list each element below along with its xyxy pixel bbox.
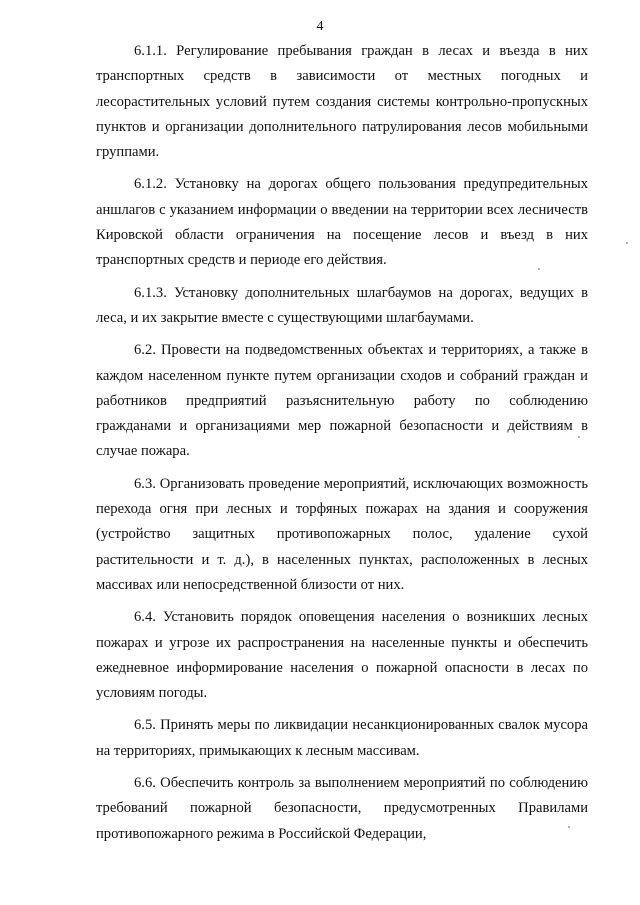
scan-speck	[568, 826, 570, 828]
paragraph-6-5: 6.5. Принять меры по ликвидации несанкционированных свалок мусора на территориях, примыкающих к лесным массивам.	[96, 717, 588, 759]
paragraph-6-1-2: 6.1.2. Установку на дорогах общего пользования предупредительных аншлагов с указанием информации о введении на территории всех лесничеств Кировской области ограничения на посещение лесов и въезд в них транспортных средств и периоде его действия.	[96, 176, 588, 269]
scan-speck	[626, 242, 628, 244]
document-body	[96, 39, 588, 854]
paragraph-6-6: 6.6. Обеспечить контроль за выполнением мероприятий по соблюдению требований пожарной безопасности, предусмотренных Правилами противопожарного режима в Российской Федерации,	[96, 775, 588, 842]
paragraph-6-1-1: 6.1.1. Регулирование пребывания граждан в лесах и въезда в них транспортных средств в зависимости от местных погодных и лесорастительных условий путем создания системы контрольно-пропускных пунктов и организации дополнительного патрулирования лесов мобильными группами.	[96, 43, 588, 161]
scan-speck	[538, 268, 540, 270]
page-number: 4	[316, 19, 324, 34]
scan-speck	[578, 436, 580, 438]
paragraph-6-4: 6.4. Установить порядок оповещения населения о возникших лесных пожарах и угрозе их распространения на населенные пункты и обеспечить ежедневное информирование населения о пожарной опасности в лесах по условиям погоды.	[96, 609, 588, 702]
paragraph-6-2: 6.2. Провести на подведомственных объектах и территориях, а также в каждом населенном пункте путем организации сходов и собраний граждан и работников предприятий разъяснительную работу по соблюдению гражданами и организациями мер пожарной безопасности и действиям в случае пожара.	[96, 342, 588, 460]
paragraph-6-3: 6.3. Организовать проведение мероприятий, исключающих возможность перехода огня при лесных и торфяных пожарах на здания и сооружения (устройство защитных противопожарных полос, удаление сухой растительности и т. д.), в населенных пунктах, расположенных в лесных массивах или непосредственной близости от них.	[96, 475, 588, 593]
paragraph-6-1-3: 6.1.3. Установку дополнительных шлагбаумов на дорогах, ведущих в леса, и их закрытие вместе с существующими шлагбаумами.	[96, 284, 588, 326]
